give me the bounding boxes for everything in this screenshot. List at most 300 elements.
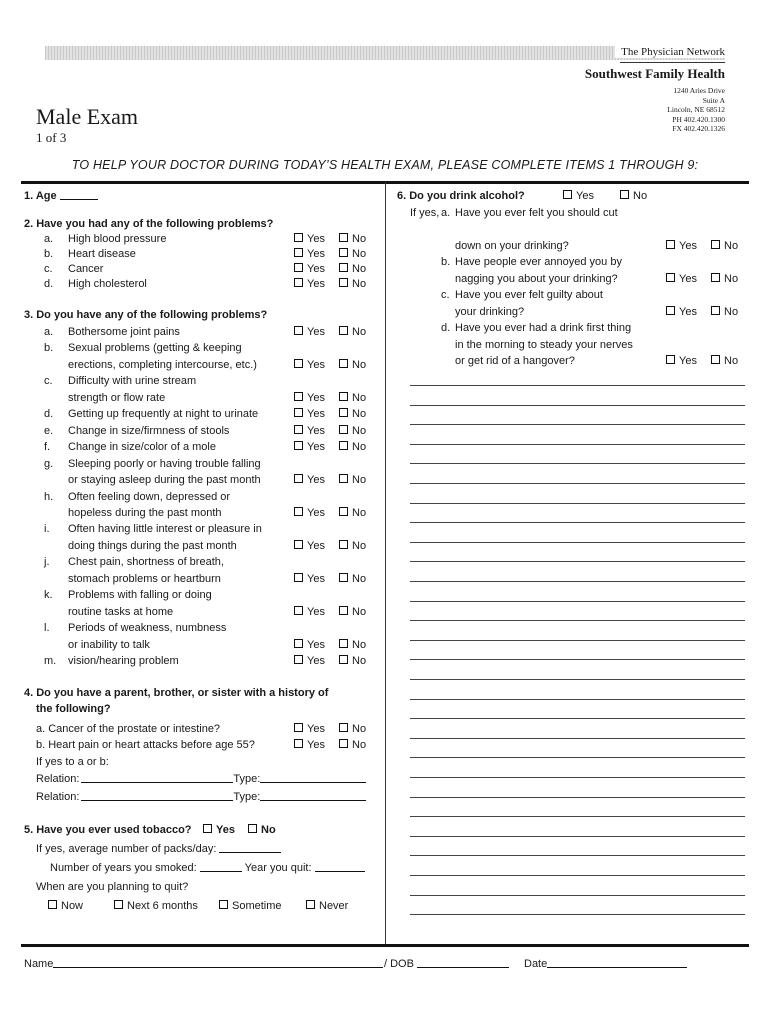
type-label: Type:: [233, 773, 261, 785]
write-in-line[interactable]: [410, 561, 745, 562]
no-label: No: [352, 358, 367, 371]
q3-item-letter: k.: [44, 589, 53, 602]
checkbox-icon: [114, 900, 123, 909]
write-in-line[interactable]: [410, 385, 745, 386]
q3-item-text: hopeless during the past month: [68, 506, 222, 519]
quit-now[interactable]: [48, 900, 83, 913]
q4-label-line2: the following?: [36, 703, 111, 715]
when-quit: When are you planning to quit?: [36, 881, 189, 893]
checkbox-icon: [339, 573, 348, 582]
q6-item-letter: c.: [441, 289, 450, 301]
q3-item-letter: a.: [44, 326, 54, 338]
write-in-line[interactable]: [410, 777, 745, 778]
q3d-yes[interactable]: [294, 408, 325, 421]
checkbox-icon: [339, 441, 348, 450]
checkbox-icon: [248, 824, 257, 833]
q2d-no[interactable]: [339, 278, 366, 291]
column-divider: [385, 182, 386, 944]
q2-item-letter: b.: [44, 248, 54, 260]
dob-label: / DOB: [384, 958, 414, 970]
checkbox-icon: [339, 606, 348, 615]
no-label: No: [352, 248, 367, 260]
write-in-line[interactable]: [410, 483, 745, 484]
q6a-no[interactable]: [711, 240, 738, 253]
yes-label: Yes: [307, 424, 325, 437]
checkbox-icon: [294, 739, 303, 748]
checkbox-icon: [219, 900, 228, 909]
q3m-no[interactable]: [339, 655, 366, 668]
yes-label: Yes: [216, 824, 235, 836]
yes-label: Yes: [307, 638, 325, 651]
q3-item-letter: h.: [44, 490, 54, 503]
write-in-line[interactable]: [410, 463, 745, 464]
write-in-line[interactable]: [410, 659, 745, 660]
q1-label: 1. Age: [24, 190, 57, 202]
write-in-line[interactable]: [410, 855, 745, 856]
q5-no[interactable]: [248, 824, 276, 837]
checkbox-icon: [666, 273, 675, 282]
q4-item-a: a. Cancer of the prostate or intestine?: [36, 723, 221, 735]
packs-field[interactable]: [219, 852, 281, 853]
checkbox-icon: [294, 263, 303, 272]
q6-ifyes: If yes,: [410, 207, 440, 219]
q3-item-letter: g.: [44, 457, 54, 470]
q6-item-letter: b.: [441, 256, 451, 268]
q6c-yes[interactable]: [666, 306, 697, 319]
q2b-no[interactable]: [339, 248, 366, 261]
checkbox-icon: [294, 233, 303, 242]
checkbox-icon: [294, 573, 303, 582]
q2c-yes[interactable]: [294, 263, 325, 276]
q3-item-letter: j.: [44, 556, 50, 569]
no-label: No: [633, 190, 648, 202]
q4-label-line1: 4. Do you have a parent, brother, or sister with a history of: [24, 687, 329, 699]
form-title: Male Exam: [36, 104, 139, 129]
q3h-no[interactable]: [339, 507, 366, 520]
yes-label: Yes: [576, 190, 594, 202]
q3-item-letter: d.: [44, 408, 54, 421]
checkbox-icon: [339, 474, 348, 483]
relation-row-2: [36, 791, 366, 804]
checkbox-icon: [339, 655, 348, 664]
checkbox-icon: [203, 824, 212, 833]
checkbox-icon: [339, 408, 348, 417]
date-label: Date: [524, 958, 548, 970]
q6-item-text: Have people ever annoyed you by: [455, 256, 622, 268]
yes-label: Yes: [679, 355, 697, 367]
write-in-line[interactable]: [410, 875, 745, 876]
q2-item-text: Heart disease: [68, 248, 136, 260]
address-line: Suite A: [702, 95, 725, 105]
checkbox-icon: [294, 655, 303, 664]
q3f-yes[interactable]: [294, 441, 325, 454]
q3a-yes[interactable]: [294, 326, 325, 339]
no-label: No: [352, 441, 367, 454]
q3i-yes[interactable]: [294, 540, 325, 553]
q3c-yes[interactable]: [294, 392, 325, 405]
relation-field[interactable]: [81, 800, 233, 801]
yes-label: Yes: [307, 263, 325, 275]
q3-item-text: or staying asleep during the past month: [68, 474, 261, 486]
write-in-line[interactable]: [410, 601, 745, 602]
q6-item-text: or get rid of a hangover?: [455, 355, 575, 367]
years-field[interactable]: [200, 871, 242, 872]
q3d-no[interactable]: [339, 408, 366, 421]
q3-item-letter: b.: [44, 342, 54, 355]
relation-label: Relation:: [36, 773, 80, 785]
q4b-yes[interactable]: [294, 739, 325, 752]
q3b-no[interactable]: [339, 359, 366, 372]
q3-item-letter: f.: [44, 441, 51, 454]
q5-yes[interactable]: [203, 824, 235, 837]
write-in-line[interactable]: [410, 699, 745, 700]
checkbox-icon: [339, 425, 348, 434]
yes-label: Yes: [307, 358, 325, 371]
checkbox-icon: [339, 507, 348, 516]
write-in-line[interactable]: [410, 679, 745, 680]
checkbox-icon: [339, 359, 348, 368]
q6-item-text: your drinking?: [455, 305, 525, 318]
write-in-line[interactable]: [410, 444, 745, 445]
org-address: [667, 86, 725, 134]
q3-item-letter: l.: [44, 622, 50, 635]
q6-yes[interactable]: [563, 190, 594, 203]
yes-label: Yes: [307, 248, 325, 260]
write-in-line[interactable]: [410, 405, 745, 406]
option-label: Next 6 months: [127, 900, 198, 912]
yes-label: Yes: [679, 272, 697, 285]
no-label: No: [724, 272, 739, 285]
years-label: Number of years you smoked:: [50, 862, 197, 874]
checkbox-icon: [48, 900, 57, 909]
quit-next-6-months[interactable]: [114, 900, 198, 913]
years-row: [50, 862, 365, 875]
option-label: Sometime: [232, 900, 282, 912]
dob-field[interactable]: [417, 967, 509, 968]
address-line: Lincoln, NE 68512: [667, 105, 725, 114]
q6-item-text: Have you ever felt guilty about: [455, 289, 603, 301]
option-label: Never: [319, 900, 349, 912]
name-label: Name: [24, 958, 54, 970]
q6-item-letter: a.: [441, 207, 451, 219]
checkbox-icon: [294, 425, 303, 434]
q4-ifyes: If yes to a or b:: [36, 756, 109, 768]
write-in-line[interactable]: [410, 718, 745, 719]
checkbox-icon: [339, 233, 348, 242]
q3-item-text: doing things during the past month: [68, 539, 237, 552]
write-in-line[interactable]: [410, 640, 745, 641]
dob-row: [384, 958, 509, 970]
no-label: No: [352, 474, 367, 487]
no-label: No: [352, 424, 367, 437]
date-row: [524, 958, 687, 970]
address-line: PH 402.420.1300: [672, 114, 725, 124]
q3i-no[interactable]: [339, 540, 366, 553]
checkbox-icon: [294, 540, 303, 549]
name-field[interactable]: [53, 967, 383, 968]
q2b-yes[interactable]: [294, 248, 325, 261]
checkbox-icon: [620, 190, 629, 199]
no-label: No: [724, 239, 739, 252]
no-label: No: [261, 824, 276, 836]
q6-item-letter: d.: [441, 322, 451, 334]
yes-label: Yes: [307, 391, 325, 404]
packs-label: If yes, average number of packs/day:: [36, 843, 217, 855]
q6c-no[interactable]: [711, 306, 738, 319]
name-row: [24, 958, 383, 970]
checkbox-icon: [294, 248, 303, 257]
q3c-no[interactable]: [339, 392, 366, 405]
q6-no[interactable]: [620, 190, 647, 203]
checkbox-icon: [339, 392, 348, 401]
type-field[interactable]: [260, 782, 366, 783]
q3j-yes[interactable]: [294, 573, 325, 586]
q3-item-text: erections, completing intercourse, etc.): [68, 358, 257, 371]
write-in-line[interactable]: [410, 620, 745, 621]
q4-item-b: b. Heart pain or heart attacks before age 55?: [36, 739, 255, 751]
no-label: No: [352, 263, 367, 275]
relation-field[interactable]: [81, 782, 233, 783]
write-in-line[interactable]: [410, 757, 745, 758]
q3m-yes[interactable]: [294, 655, 325, 668]
q6-item-text: Have you ever had a drink first thing: [455, 322, 632, 334]
yes-label: Yes: [679, 305, 697, 318]
q4a-yes[interactable]: [294, 723, 325, 736]
no-label: No: [352, 408, 367, 421]
checkbox-icon: [306, 900, 315, 909]
checkbox-icon: [339, 326, 348, 335]
date-field[interactable]: [547, 967, 687, 968]
network-name: The Physician Network: [615, 46, 725, 58]
checkbox-icon: [711, 240, 720, 249]
yes-label: Yes: [307, 474, 325, 487]
q3a-no[interactable]: [339, 326, 366, 339]
q3-item-text: Problems with falling or doing: [68, 589, 212, 602]
page-number: 1 of 3: [36, 130, 67, 145]
no-label: No: [352, 506, 367, 519]
q2-label: 2. Have you had any of the following problems?: [24, 218, 274, 230]
yes-label: Yes: [307, 278, 325, 290]
q3b-yes[interactable]: [294, 359, 325, 372]
bottom-rule: [21, 944, 749, 947]
no-label: No: [352, 572, 367, 585]
q3-item-text: stomach problems or heartburn: [68, 572, 221, 585]
q3-item-text: vision/hearing problem: [68, 655, 179, 667]
checkbox-icon: [294, 278, 303, 287]
q3-item-text: Difficulty with urine stream: [68, 375, 197, 388]
no-label: No: [352, 233, 367, 245]
checkbox-icon: [666, 240, 675, 249]
write-in-line[interactable]: [410, 914, 745, 915]
q2a-yes[interactable]: [294, 233, 325, 246]
age-field[interactable]: [60, 199, 98, 200]
q3k-no[interactable]: [339, 606, 366, 619]
q6d-yes[interactable]: [666, 355, 697, 368]
q3-item-text: Change in size/color of a mole: [68, 441, 216, 454]
yes-label: Yes: [307, 326, 325, 338]
checkbox-icon: [339, 263, 348, 272]
q2-item-letter: c.: [44, 263, 53, 275]
q2-item-letter: d.: [44, 278, 54, 290]
checkbox-icon: [339, 278, 348, 287]
no-label: No: [352, 391, 367, 404]
relation-row-1: [36, 773, 366, 786]
yes-label: Yes: [307, 233, 325, 245]
q2-item-text: High blood pressure: [68, 233, 167, 245]
quit-sometime[interactable]: [219, 900, 282, 913]
checkbox-icon: [294, 639, 303, 648]
q2-item-text: High cholesterol: [68, 278, 147, 290]
checkbox-icon: [294, 392, 303, 401]
yes-label: Yes: [307, 539, 325, 552]
q3g-yes[interactable]: [294, 474, 325, 487]
checkbox-icon: [294, 326, 303, 335]
header-divider: [620, 62, 725, 63]
q3-item-text: Periods of weakness, numbness: [68, 622, 227, 635]
packs-row: [36, 843, 281, 856]
write-in-line[interactable]: [410, 542, 745, 543]
instructions: TO HELP YOUR DOCTOR DURING TODAY’S HEALTH EXAM, PLEASE COMPLETE ITEMS 1 THROUGH 9:: [71, 158, 699, 172]
write-in-line[interactable]: [410, 816, 745, 817]
write-in-line[interactable]: [410, 895, 745, 896]
checkbox-icon: [666, 355, 675, 364]
checkbox-icon: [339, 723, 348, 732]
no-label: No: [352, 723, 367, 735]
q3-item-text: strength or flow rate: [68, 391, 166, 404]
q5-label: 5. Have you ever used tobacco?: [24, 824, 192, 836]
q2a-no[interactable]: [339, 233, 366, 246]
yes-label: Yes: [307, 441, 325, 454]
q3-item-text: Sleeping poorly or having trouble falling: [68, 457, 261, 470]
yes-label: Yes: [307, 506, 325, 519]
address-line: 1240 Aries Drive: [673, 86, 725, 95]
no-label: No: [352, 739, 367, 751]
checkbox-icon: [711, 306, 720, 315]
write-in-line[interactable]: [410, 424, 745, 425]
no-label: No: [352, 539, 367, 552]
q3-item-text: Chest pain, shortness of breath,: [68, 556, 224, 569]
no-label: No: [352, 605, 367, 618]
no-label: No: [352, 638, 367, 651]
q3-item-text: Bothersome joint pains: [68, 326, 180, 338]
q3-item-letter: e.: [44, 424, 54, 437]
q3e-yes[interactable]: [294, 425, 325, 438]
q3-item-text: Sexual problems (getting & keeping: [68, 342, 242, 355]
q3e-no[interactable]: [339, 425, 366, 438]
checkbox-icon: [563, 190, 572, 199]
checkbox-icon: [339, 248, 348, 257]
checkbox-icon: [294, 359, 303, 368]
q3-item-text: routine tasks at home: [68, 605, 174, 618]
checkbox-icon: [339, 639, 348, 648]
checkbox-icon: [339, 739, 348, 748]
relation-label: Relation:: [36, 791, 80, 803]
no-label: No: [352, 655, 367, 667]
q3-item-text: or inability to talk: [68, 638, 150, 651]
q2d-yes[interactable]: [294, 278, 325, 291]
q2-item-letter: a.: [44, 233, 54, 245]
q6-item-text: down on your drinking?: [455, 239, 569, 252]
type-label: Type:: [233, 791, 261, 803]
q6d-no[interactable]: [711, 355, 738, 368]
q2-item-text: Cancer: [68, 263, 104, 275]
org-name: Southwest Family Health: [584, 66, 725, 81]
checkbox-icon: [294, 474, 303, 483]
q3-item-letter: c.: [44, 375, 53, 388]
q3f-no[interactable]: [339, 441, 366, 454]
yes-label: Yes: [307, 655, 325, 667]
option-label: Now: [61, 900, 84, 912]
write-in-line[interactable]: [410, 503, 745, 504]
yes-label: Yes: [307, 605, 325, 618]
checkbox-icon: [294, 606, 303, 615]
q3-label: 3. Do you have any of the following problems?: [24, 309, 268, 321]
no-label: No: [352, 326, 367, 338]
write-in-line[interactable]: [410, 836, 745, 837]
checkbox-icon: [666, 306, 675, 315]
checkbox-icon: [294, 441, 303, 450]
q3l-no[interactable]: [339, 639, 366, 652]
no-label: No: [724, 355, 739, 367]
quit-label: Year you quit:: [244, 862, 312, 874]
no-label: No: [724, 305, 739, 318]
checkbox-icon: [339, 540, 348, 549]
q4b-no[interactable]: [339, 739, 366, 752]
q6-label: 6. Do you drink alcohol?: [397, 190, 525, 202]
q3-item-text: Getting up frequently at night to urinate: [68, 408, 259, 421]
checkbox-icon: [294, 723, 303, 732]
yes-label: Yes: [307, 408, 325, 421]
checkbox-icon: [294, 507, 303, 516]
yes-label: Yes: [307, 572, 325, 585]
q3j-no[interactable]: [339, 573, 366, 586]
q3-item-text: Often feeling down, depressed or: [68, 490, 231, 503]
q1-age: [24, 190, 98, 203]
q2c-no[interactable]: [339, 263, 366, 276]
q6-item-text: Have you ever felt you should cut: [455, 207, 618, 219]
yes-label: Yes: [679, 239, 697, 252]
address-line: FX 402.420.1326: [672, 124, 725, 133]
no-label: No: [352, 278, 367, 290]
write-in-line[interactable]: [410, 738, 745, 739]
write-in-line[interactable]: [410, 581, 745, 582]
yes-label: Yes: [307, 739, 325, 751]
write-in-line[interactable]: [410, 522, 745, 523]
yes-label: Yes: [307, 723, 325, 735]
q3-item-letter: i.: [44, 523, 50, 536]
q3h-yes[interactable]: [294, 507, 325, 520]
q3-item-text: Change in size/firmness of stools: [68, 424, 230, 437]
quit-never[interactable]: [306, 900, 348, 913]
quit-field[interactable]: [315, 871, 365, 872]
q3-item-letter: m.: [44, 655, 57, 667]
q6-item-text: in the morning to steady your nerves: [455, 338, 633, 351]
checkbox-icon: [711, 273, 720, 282]
q6b-yes[interactable]: [666, 273, 697, 286]
q3g-no[interactable]: [339, 474, 366, 487]
type-field[interactable]: [260, 800, 366, 801]
q4a-no[interactable]: [339, 723, 366, 736]
q6-item-text: nagging you about your drinking?: [455, 272, 618, 285]
write-in-line[interactable]: [410, 797, 745, 798]
checkbox-icon: [294, 408, 303, 417]
q3k-yes[interactable]: [294, 606, 325, 619]
q3-item-text: Often having little interest or pleasure in: [68, 523, 262, 536]
checkbox-icon: [711, 355, 720, 364]
q6b-no[interactable]: [711, 273, 738, 286]
q3l-yes[interactable]: [294, 639, 325, 652]
q6a-yes[interactable]: [666, 240, 697, 253]
